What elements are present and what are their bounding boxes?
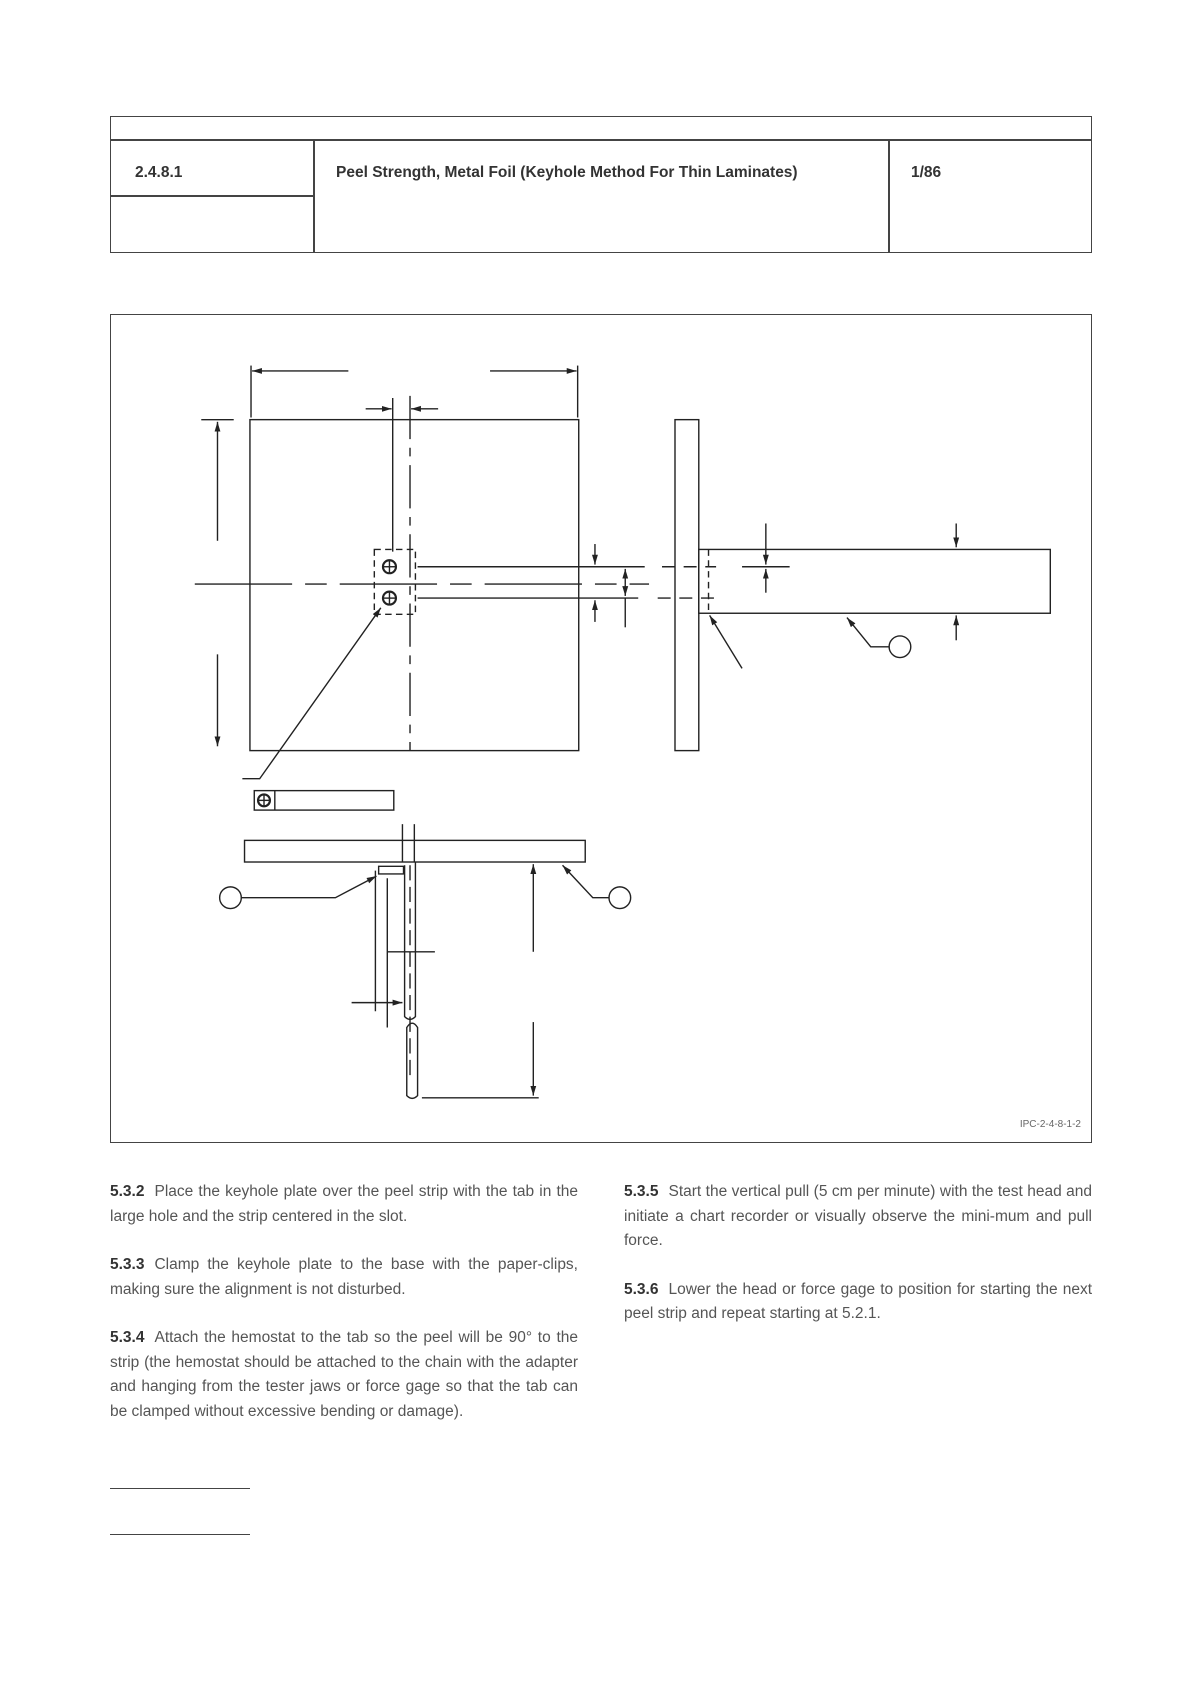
figure-frame <box>110 314 1092 1143</box>
right-column <box>624 1180 1092 1351</box>
method-date: 1/86 <box>911 164 942 181</box>
paragraph-text: Lower the head or force gage to position for starting the next peel strip and repeat starting at 5.2.1. <box>624 1280 1092 1322</box>
header-table <box>110 116 1092 253</box>
paragraph-5-3-6 <box>624 1278 1092 1327</box>
method-number: 2.4.8.1 <box>135 164 183 181</box>
figure-label: IPC-2-4-8-1-2 <box>1019 1119 1081 1130</box>
paragraph-text: Attach the hemostat to the tab so the peel will be 90° to the strip (the hemostat should be attached to the chain with the adapter and hanging from the tester jaws or force gage so that the tab can be clamped without excessive bending or damage). <box>110 1329 578 1420</box>
paragraph-number: 5.3.6 <box>624 1280 659 1298</box>
paragraph-5-3-2 <box>110 1180 578 1229</box>
paragraph-text: Clamp the keyhole plate to the base with the paper-clips, making sure the alignment is not disturbed. <box>110 1256 578 1298</box>
footnote-rule <box>110 1534 250 1535</box>
paragraph-number: 5.3.2 <box>110 1183 145 1200</box>
method-title: Peel Strength, Metal Foil (Keyhole Method For Thin Laminates) <box>336 164 798 181</box>
paragraph-number: 5.3.3 <box>110 1256 145 1273</box>
header-divider <box>111 195 313 197</box>
paragraph-5-3-5 <box>624 1180 1092 1254</box>
left-column <box>110 1180 578 1448</box>
footnote-rule <box>110 1488 250 1489</box>
paragraph-5-3-3 <box>110 1253 578 1302</box>
paragraph-text: Start the vertical pull (5 cm per minute) with the test head and initiate a chart recorder or visually observe the mini-mum and pull force. <box>624 1183 1092 1249</box>
header-divider <box>313 139 315 252</box>
paragraph-number: 5.3.5 <box>624 1183 659 1200</box>
paragraph-number: 5.3.4 <box>110 1329 145 1346</box>
paragraph-5-3-4 <box>110 1326 578 1424</box>
paragraph-text: Place the keyhole plate over the peel strip with the tab in the large hole and the strip centered in the slot. <box>110 1183 578 1225</box>
header-divider <box>111 139 1091 141</box>
header-divider <box>888 139 890 252</box>
